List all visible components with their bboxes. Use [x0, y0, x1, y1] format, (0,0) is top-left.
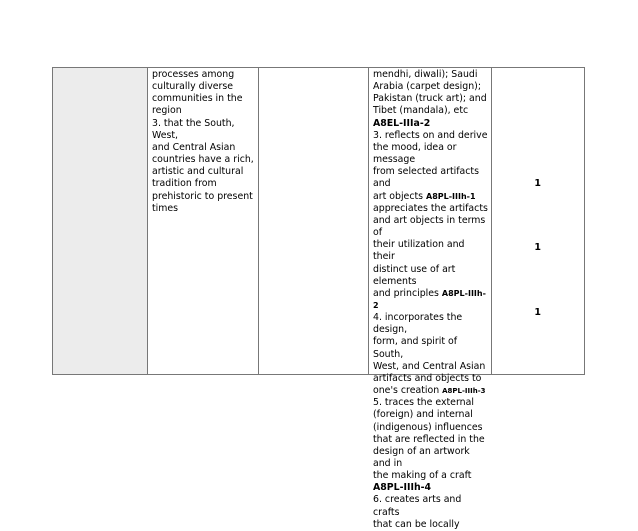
- line: Tibet (mandala), etc: [373, 105, 469, 117]
- line: times: [152, 202, 179, 214]
- line: artistic and cultural: [152, 166, 244, 178]
- line: design of an artwork and in: [373, 445, 470, 469]
- competency-code: A8PL-IIIh-1: [426, 191, 476, 201]
- line: artifacts and objects to: [373, 372, 482, 384]
- line: their utilization and their: [373, 239, 465, 263]
- count-value: 1: [534, 307, 541, 318]
- line: region: [152, 105, 182, 117]
- line: appreciates the artifacts: [373, 202, 488, 214]
- table-column-standards: [259, 68, 369, 374]
- content-cell-text: [152, 69, 256, 215]
- line: mendhi, diwali); Saudi: [373, 69, 478, 80]
- competency-code: A8EL-IIIa-2: [373, 117, 431, 129]
- line: 3. reflects on and derive: [373, 129, 488, 141]
- line: the making of a craft: [373, 470, 472, 482]
- curriculum-table: [52, 67, 585, 530]
- line: and Central Asian: [152, 141, 236, 153]
- competencies-cell-text: [373, 69, 489, 531]
- line: (indigenous) influences: [373, 421, 483, 433]
- table-column-count: [492, 68, 585, 374]
- competency-code: A8PL-IIIh-3: [442, 387, 486, 396]
- line: 6. creates arts and crafts: [373, 494, 462, 518]
- line: 4. incorporates the design,: [373, 312, 463, 336]
- table-column-competencies: [369, 68, 492, 530]
- count-value: 1: [534, 242, 541, 253]
- line: and art objects in terms of: [373, 214, 486, 239]
- line: that are reflected in the: [373, 433, 485, 445]
- line: form, and spirit of South,: [373, 336, 458, 360]
- line: Arabia (carpet design);: [373, 81, 481, 93]
- line: that can be locally: [373, 518, 460, 530]
- competency-code: A8PL-IIIh-4: [373, 482, 432, 494]
- line: countries have a rich,: [152, 154, 254, 166]
- table-column-content: [148, 68, 259, 374]
- line: the mood, idea or message: [373, 141, 457, 166]
- line: (foreign) and internal: [373, 409, 473, 421]
- competency-code: A8PL-IIIh-2: [373, 288, 486, 310]
- count-value: 1: [534, 178, 541, 189]
- line: 5. traces the external: [373, 397, 474, 409]
- line: West, and Central Asian: [373, 360, 486, 372]
- line: culturally diverse: [152, 81, 234, 93]
- line: Pakistan (truck art); and: [373, 93, 487, 105]
- line: art objects: [373, 190, 427, 202]
- table-column-grade: [53, 68, 148, 374]
- line: communities in the: [152, 93, 243, 105]
- line: and principles: [373, 287, 442, 299]
- line: 3. that the South, West,: [152, 117, 235, 141]
- line: distinct use of art elements: [373, 263, 456, 287]
- line: prehistoric to present: [152, 190, 253, 202]
- line: tradition from: [152, 178, 217, 190]
- line: from selected artifacts and: [373, 166, 479, 190]
- line: one's creation: [373, 385, 443, 397]
- line: processes among: [152, 69, 235, 80]
